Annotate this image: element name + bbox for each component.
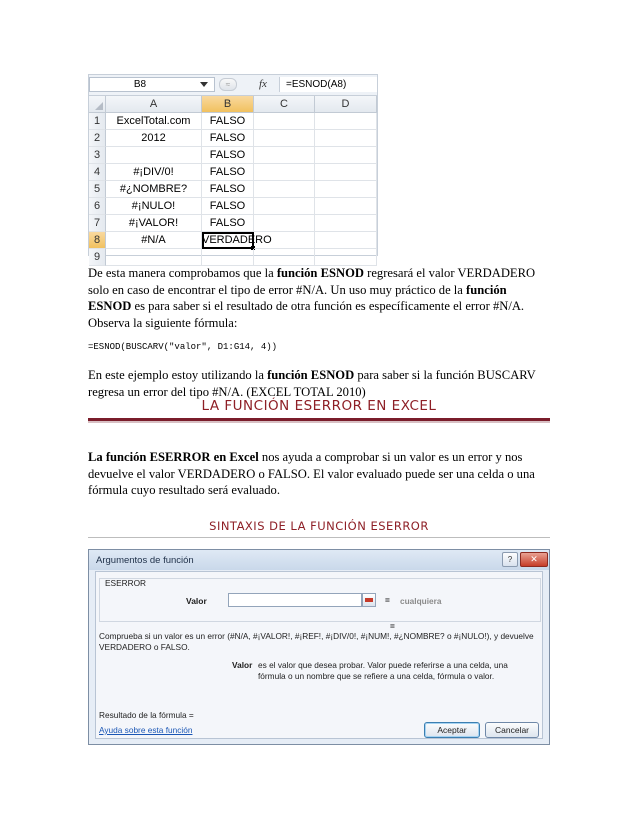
cell-a[interactable]: #¡NULO!	[106, 198, 202, 215]
text: nos ayuda a comprobar si un valor es un error y nos devuelve el valor VERDADERO o FALSO. El valor evaluado puede ser una celda o una fórmula cuyo resultado será evaluado.	[88, 450, 535, 497]
cell-a[interactable]: #N/A	[106, 232, 202, 249]
text: De esta manera comprobamos que la	[88, 266, 277, 280]
help-button[interactable]: ?	[502, 552, 518, 567]
table-row	[89, 198, 378, 215]
accept-button[interactable]: Aceptar	[424, 722, 480, 738]
cancel-button[interactable]: Cancelar	[485, 722, 539, 738]
cell-a[interactable]: #¡DIV/0!	[106, 164, 202, 181]
cell-c[interactable]	[254, 198, 315, 215]
row-header[interactable]: 1	[89, 113, 106, 130]
valor-input[interactable]	[228, 593, 362, 607]
cell-a[interactable]	[106, 147, 202, 164]
cell-d[interactable]	[315, 198, 377, 215]
cell-b[interactable]: FALSO	[202, 198, 254, 215]
bold-text: función ESNOD	[267, 368, 355, 382]
dialog-body	[95, 571, 543, 739]
column-header-a[interactable]: A	[106, 96, 202, 113]
bold-text: función ESNOD	[276, 266, 364, 280]
bold-text: función ESNOD	[88, 282, 507, 313]
row-header[interactable]: 2	[89, 130, 106, 147]
row-header[interactable]: 8	[89, 232, 106, 249]
column-header-d[interactable]: D	[315, 96, 377, 113]
insert-function-icon[interactable]: fx	[259, 78, 267, 90]
cell-d[interactable]	[315, 215, 377, 232]
cell-b[interactable]: FALSO	[202, 130, 254, 147]
paragraph-eserror-intro	[88, 449, 548, 499]
column-header-row	[89, 96, 378, 113]
table-row	[89, 181, 378, 198]
paragraph-esnod-usage	[88, 265, 548, 331]
dialog-title: Argumentos de función	[96, 555, 194, 566]
cell-b[interactable]: FALSO	[202, 181, 254, 198]
cell-a[interactable]: #¿NOMBRE?	[106, 181, 202, 198]
argument-hint: cualquiera	[400, 596, 442, 606]
cell-d[interactable]	[315, 249, 377, 266]
heading-rule	[88, 418, 550, 421]
formula-result-label: Resultado de la fórmula =	[99, 710, 194, 720]
table-row	[89, 147, 378, 164]
cell-b[interactable]	[202, 249, 254, 266]
cell-c[interactable]	[254, 147, 315, 164]
row-header[interactable]: 7	[89, 215, 106, 232]
formula-input[interactable]: =ESNOD(A8)	[279, 77, 377, 92]
dialog-title-bar	[89, 550, 549, 570]
text: es para saber si el resultado de otra función es específicamente el error #N/A. Observa la siguiente fórmula:	[88, 299, 525, 330]
cell-b[interactable]: FALSO	[202, 215, 254, 232]
cell-c[interactable]	[254, 181, 315, 198]
spreadsheet-screenshot	[88, 74, 378, 263]
cell-b[interactable]: FALSO	[202, 113, 254, 130]
equals-sign: =	[385, 595, 390, 605]
argument-name: Valor	[232, 660, 253, 670]
cell-c[interactable]	[254, 113, 315, 130]
name-box[interactable]	[89, 77, 215, 92]
row-header[interactable]: 3	[89, 147, 106, 164]
table-row	[89, 113, 378, 130]
function-arguments-dialog	[88, 549, 550, 745]
collapse-dialog-icon[interactable]	[362, 593, 376, 607]
bold-text: La función ESERROR en Excel	[88, 450, 259, 464]
cell-d[interactable]	[315, 113, 377, 130]
cell-d[interactable]	[315, 232, 377, 249]
argument-description: es el valor que desea probar. Valor puede referirse a una celda, una fórmula o un nombre que se refiere a una celda, fórmula o valor.	[258, 660, 508, 681]
cell-c[interactable]	[254, 215, 315, 232]
cell-c[interactable]	[254, 130, 315, 147]
cell-b[interactable]: VERDADERO	[202, 232, 254, 249]
cell-a[interactable]: ExcelTotal.com	[106, 113, 202, 130]
table-row	[89, 215, 378, 232]
table-row	[89, 164, 378, 181]
formula-bar-toggle-button[interactable]: ≈	[219, 78, 237, 91]
text: para saber si la función BUSCARV regresa un error del tipo #N/A. (EXCEL TOTAL 2010)	[88, 368, 536, 399]
help-link[interactable]: Ayuda sobre esta función	[99, 725, 193, 735]
subheading-rule	[88, 537, 550, 538]
paragraph-esnod-example	[88, 367, 548, 400]
function-name: ESERROR	[105, 578, 147, 588]
close-button[interactable]: ✕	[520, 552, 548, 567]
cell-d[interactable]	[315, 181, 377, 198]
name-box-value: B8	[133, 79, 147, 90]
table-row	[89, 249, 378, 266]
function-description: Comprueba si un valor es un error (#N/A, #¡VALOR!, #¡REF!, #¡DIV/0!, #¡NUM!, #¿NOMBRE? o #¡NULO!), y devuelve VERDADERO o FALSO.	[99, 631, 534, 652]
cell-c[interactable]	[254, 164, 315, 181]
result-equals-sign: =	[390, 621, 395, 631]
row-header[interactable]: 5	[89, 181, 106, 198]
text: regresará el valor VERDADERO solo en caso de encontrar el tipo de error #N/A. Un uso muy práctico de la	[88, 266, 536, 297]
column-header-c[interactable]: C	[254, 96, 315, 113]
row-header[interactable]: 4	[89, 164, 106, 181]
section-heading: LA FUNCIÓN ESERROR EN EXCEL	[201, 398, 437, 414]
table-row	[89, 130, 378, 147]
cell-b[interactable]: FALSO	[202, 164, 254, 181]
formula-example: =ESNOD(BUSCARV("valor", D1:G14, 4))	[88, 342, 278, 352]
cell-d[interactable]	[315, 164, 377, 181]
formula-bar	[89, 75, 377, 96]
function-group	[99, 578, 541, 622]
cell-a[interactable]	[106, 249, 202, 266]
chevron-down-icon[interactable]	[200, 82, 208, 87]
select-all-corner[interactable]	[89, 96, 106, 113]
cell-c[interactable]	[254, 232, 315, 249]
row-header[interactable]: 9	[89, 249, 106, 266]
valor-label: Valor	[186, 596, 207, 606]
cell-c[interactable]	[254, 249, 315, 266]
column-header-b[interactable]: B	[202, 96, 254, 113]
row-header[interactable]: 6	[89, 198, 106, 215]
cell-a[interactable]: 2012	[106, 130, 202, 147]
subsection-heading: SINTAXIS DE LA FUNCIÓN ESERROR	[209, 519, 429, 533]
cell-b[interactable]: FALSO	[202, 147, 254, 164]
text: En este ejemplo estoy utilizando la	[88, 368, 268, 382]
table-row	[89, 232, 378, 249]
cell-d[interactable]	[315, 130, 377, 147]
cell-d[interactable]	[315, 147, 377, 164]
cell-a[interactable]: #¡VALOR!	[106, 215, 202, 232]
